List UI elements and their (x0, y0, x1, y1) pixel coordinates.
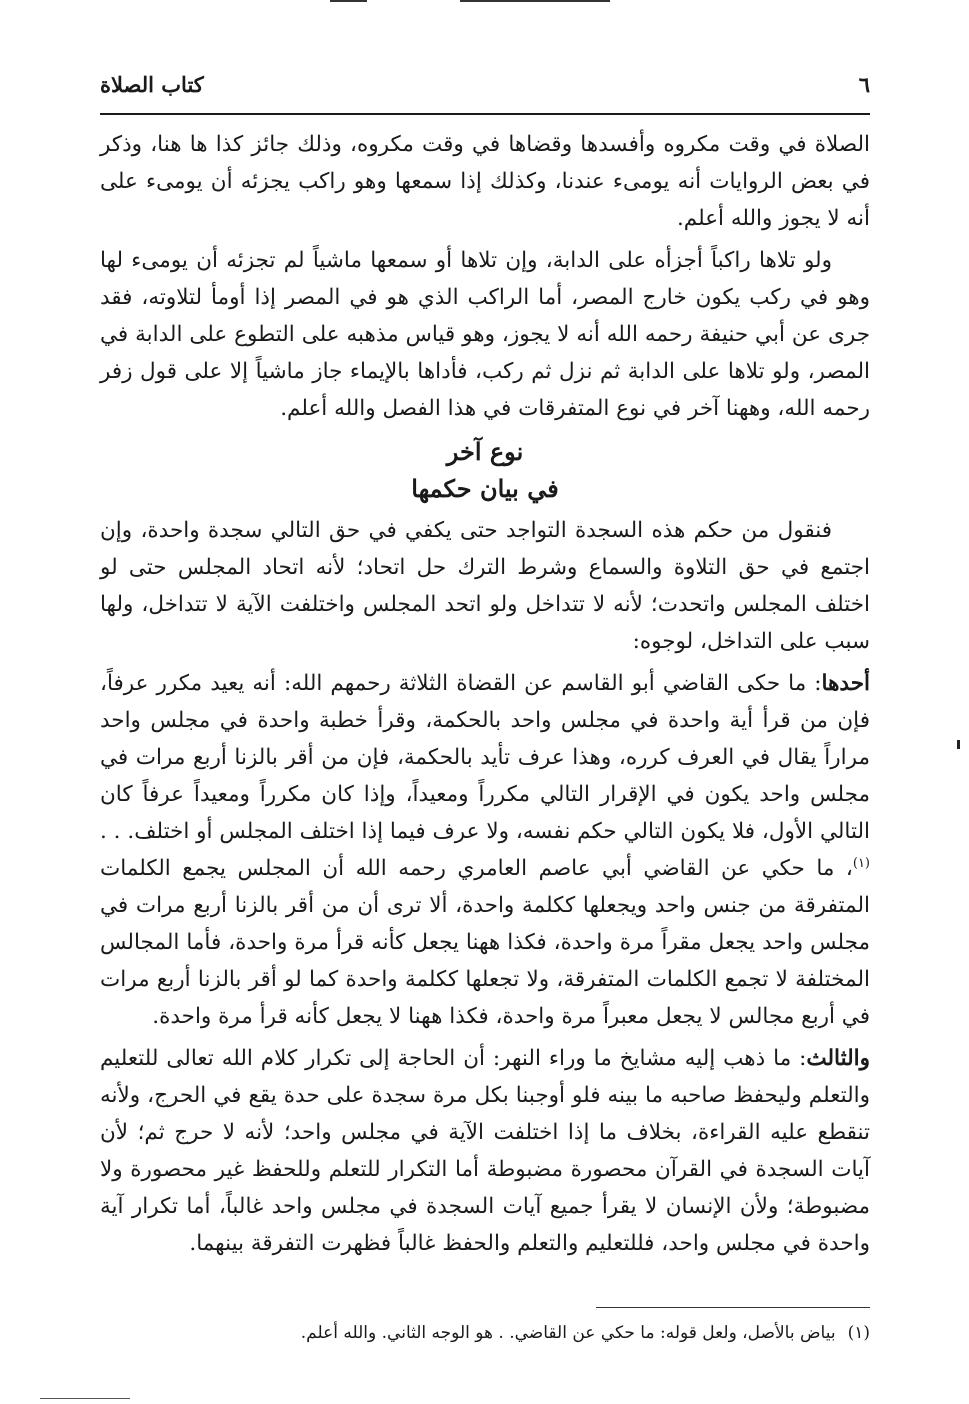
paragraph-5-text: : ما ذهب إليه مشايخ ما وراء النهر: أن الحاجة إلى تكرار كلام الله تعالى للتعليم والتعلم وليحفظ صاحبه ما بينه فلو أوجبنا بكل مرة سجدة على حدة يقع في الحرج، ولأنه تنقطع عليه القراءة، بخلاف ما إذا اختلفت الآية في مجلس واحد؛ لأنه لا حرج ثم؛ لأن آيات السجدة في القرآن محصورة مضبوطة أما التكرار للتعلم وللحفظ غير محصورة ولا مضبوطة؛ ولأن الإنسان لا يقرأ جميع آيات السجدة في مجلس واحد غالباً، أما تكرار آية واحدة في مجلس واحد، فللتعليم والتعلم والحفظ غالباً فظهرت التفرقة بينهما. (100, 1046, 870, 1256)
section-heading: نوع آخر (446, 437, 524, 466)
top-rule-left (330, 0, 367, 2)
footnote-rule (596, 1307, 870, 1308)
paragraph-4 (100, 665, 870, 1035)
bottom-rule (40, 1398, 130, 1399)
footnotes (100, 1318, 870, 1348)
paragraph-5-lead: والثالث (806, 1046, 870, 1071)
paragraph-4-text-a: : ما حكى القاضي أبو القاسم عن القضاة الثلاثة رحمهم الله: أنه يعيد مكرر عرفاً، فإن من قرأ أية واحدة في مجلس واحد بالحكمة، وقرأ خطبة واحدة في مجلس واحد مراراً يقال في العرف كرره، وهذا عرف تأيد بالحكمة، فإن من أقر بالزنا أربع مرات في مجلس واحد يكون في الإقرار التالي مكرراً ومعيداً، وإذا كان مكرراً ومعيداً عرفاً كان التالي الأول، فلا يكون التالي حكم نفسه، ولا عرف فيما إذا اختلف المجلس أو اختلف. . . (100, 671, 870, 844)
margin-mark (957, 740, 960, 749)
footnote-reference[interactable]: (١) (852, 855, 870, 871)
footnote (100, 1318, 870, 1348)
footnote-number: (١) (847, 1323, 870, 1343)
section-subheading: في بيان حكمها (411, 474, 559, 503)
page-header (100, 70, 870, 106)
footnote-text: بياض بالأصل، ولعل قوله: ما حكي عن القاضي. . هو الوجه الثاني. والله أعلم. (300, 1323, 836, 1343)
paragraph-4-lead: أحدها (821, 671, 870, 696)
running-title: كتاب الصلاة (100, 72, 204, 97)
section-headings (100, 433, 870, 507)
page-number: ٦ (858, 72, 870, 97)
header-rule (100, 113, 870, 115)
paragraph-1: الصلاة في وقت مكروه وأفسدها وقضاها في وقت مكروه، وذلك جائز كذا ها هنا، وذكر في بعض الروايات أنه يومىء عندنا، وكذلك إذا سمعها وهو راكب يجزئه أن يومىء على أنه لا يجوز والله أعلم. (100, 132, 870, 231)
main-text (100, 126, 870, 1262)
paragraph-5 (100, 1040, 870, 1262)
paragraph-4-text-b: ، ما حكي عن القاضي أبي عاصم العامري رحمه الله أن المجلس يجمع الكلمات المتفرقة من جنس واحد ويجعلها ككلمة واحدة، ألا ترى أن من أقر بالزنا أربع مرات في مجلس واحد يجعل مقراً مرة واحدة، فكذا ههنا يجعل كأنه قرأ مرة واحدة، فأما المجالس المختلفة لا تجمع الكلمات المتفرقة، ولا تجعلها ككلمة واحدة كما لو أقر بالزنا أربع مرات في أربع مجالس لا يجعل معبراً مرة واحدة، فكذا ههنا لا يجعل كأنه قرأ مرة واحدة. (100, 856, 870, 1029)
paragraph-2: ولو تلاها راكباً أجزأه على الدابة، وإن تلاها أو سمعها ماشياً لم تجزئه أن يومىء لها وهو في ركب يكون خارج المصر، أما الراكب الذي هو في المصر إذا أومأ لتلاوته، فقد جرى عن أبي حنيفة رحمه الله أنه لا يجوز، وهو قياس مذهبه على التطوع على الدابة في المصر، ولو تلاها على الدابة ثم نزل ثم ركب، فأداها بالإيماء جاز ماشياً إلا على قول زفر رحمه الله، وههنا آخر في نوع المتفرقات في هذا الفصل والله أعلم. (100, 248, 870, 421)
paragraph-3: فنقول من حكم هذه السجدة التواجد حتى يكفي في حق التالي سجدة واحدة، وإن اجتمع في حق التلاوة والسماع وشرط الترك حل اتحاد؛ لأنه اتحاد المجلس حتى لو اختلف المجلس واتحدت؛ لأنه لا تتداخل ولو اتحد المجلس واختلفت الآية لا تتداخل، ولها سبب على التداخل، لوجوه: (100, 518, 870, 654)
top-rule-right (460, 0, 610, 2)
